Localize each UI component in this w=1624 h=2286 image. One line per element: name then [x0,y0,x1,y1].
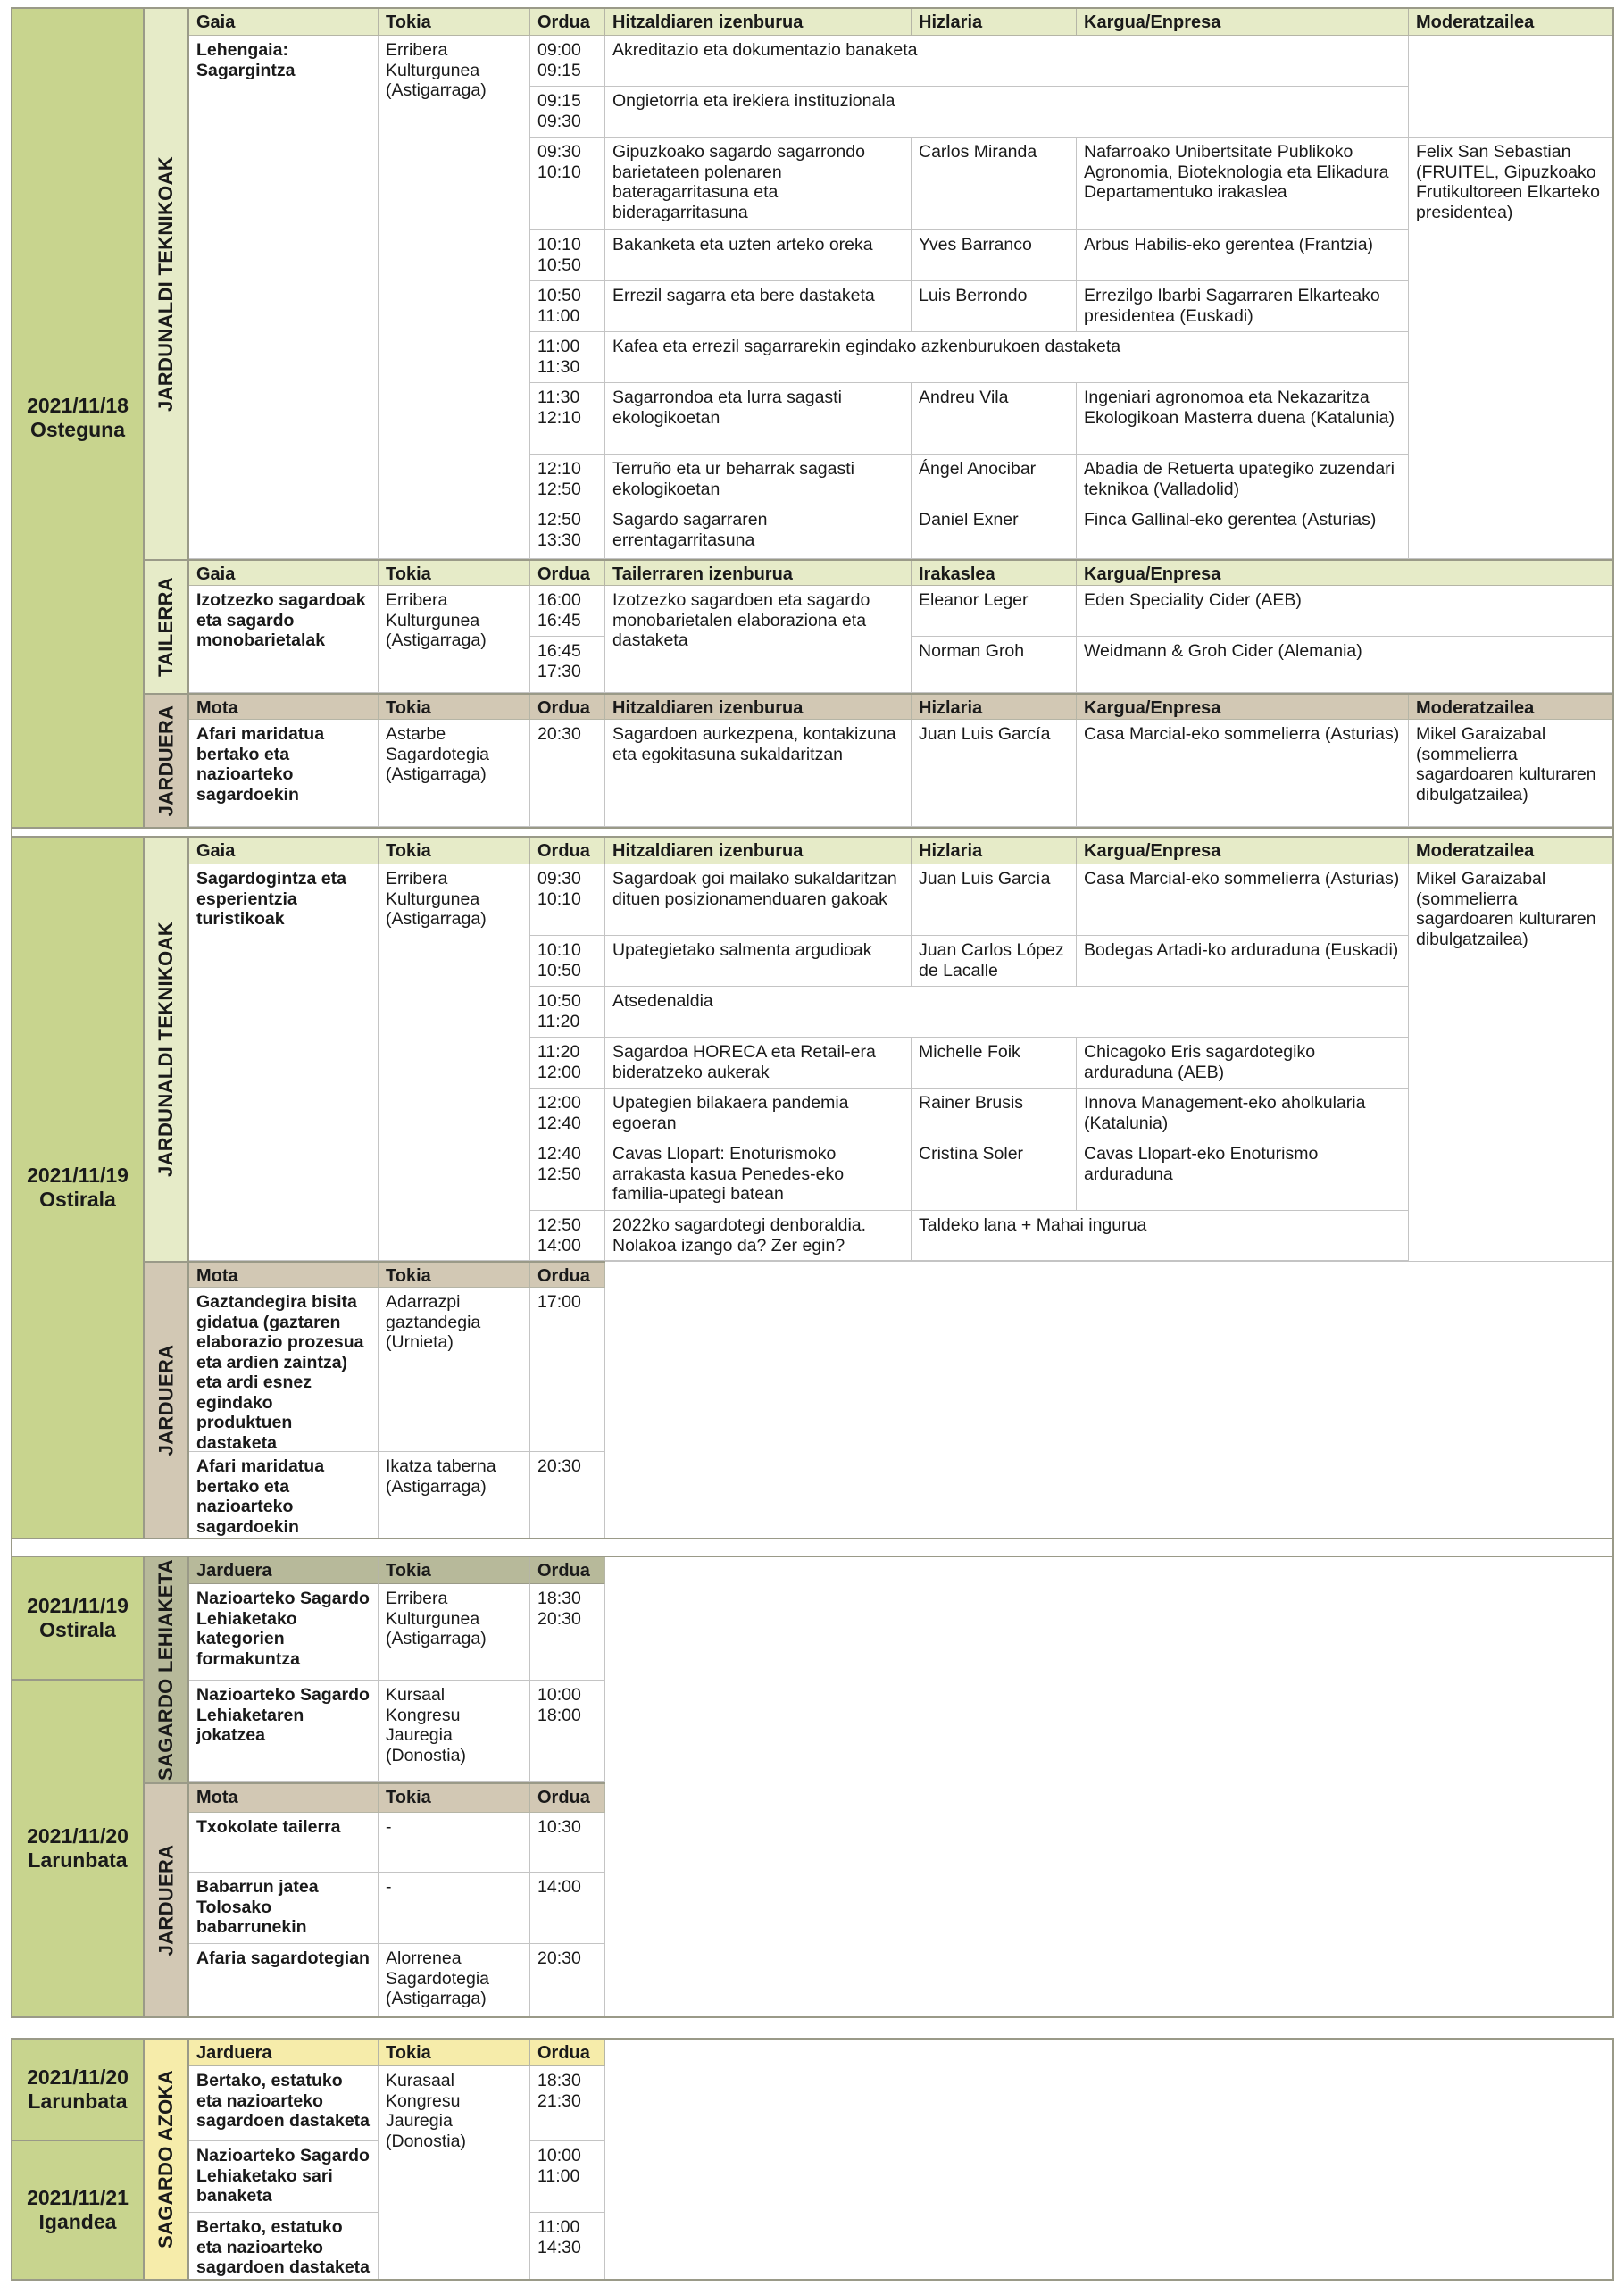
row-time: 12:00 12:40 [530,1089,605,1139]
tailerra-theme: Izotzezko sagardoak eta sagardo monobarietalak [189,586,379,693]
tailerra-time: 16:00 16:45 [530,586,605,637]
day3-date2-text: 2021/11/20 [27,1824,129,1848]
header-ordua: Ordua [530,1557,605,1584]
azoka-type: Bertako, estatuko eta nazioarteko sagardoen dastaketa [189,2213,379,2279]
row-speaker: Rainer Brusis [912,1089,1077,1139]
row-time: 10:50 11:20 [530,987,605,1038]
row-title: Terruño eta ur beharrak sagasti ekologikoetan [605,455,912,505]
row-speaker: Ángel Anocibar [912,455,1077,505]
header-tokia: Tokia [379,1263,530,1288]
day1-tailerra-label: TAILERRA [145,559,189,693]
day2-date [12,838,145,1538]
day1-jarduera-label: JARDUERA [145,693,189,827]
row-time: 09:00 09:15 [530,36,605,87]
header-tokia: Tokia [379,695,530,720]
row-time: 11:20 12:00 [530,1038,605,1089]
row-time: 09:30 10:10 [530,138,605,230]
day3-activity-time: 10:30 [530,1813,605,1873]
jarduera-moderator: Mikel Garaizabal (sommelierra sagardoaren kulturaren dibulgatzailea) [1409,720,1612,827]
day2-place: Erribera Kulturgunea (Astigarraga) [379,864,530,1261]
day2-activity-place: Ikatza taberna (Astigarraga) [379,1452,530,1538]
day4-weekday1: Larunbata [28,2090,128,2113]
tailerra-teacher: Eleanor Leger [912,586,1077,637]
azoka-time: 11:00 14:30 [530,2213,605,2279]
row-time: 10:50 11:00 [530,281,605,332]
lehiaketa-place: Kursaal Kongresu Jauregia (Donostia) [379,1681,530,1782]
day1-weekday: Osteguna [29,418,126,441]
day3-weekday1: Ostirala [39,1618,116,1641]
day2-jt-label: JARDUNALDI TEKNIKOAK [145,838,189,1261]
row-title: 2022ko sagardotegi denboraldia. Nolakoa izango da? Zer egin? [605,1211,912,1261]
day1-date [12,9,145,827]
day4-date1 [12,2040,145,2141]
row-time: 11:00 11:30 [530,332,605,383]
jarduera-time: 20:30 [530,720,605,827]
header-tailerra-izenburua: Tailerraren izenburua [605,561,912,586]
row-org: Finca Gallinal-eko gerentea (Asturias) [1077,505,1409,559]
day3-activity-place: Alorrenea Sagardotegia (Astigarraga) [379,1944,530,2016]
header-hitzaldia: Hitzaldiaren izenburua [605,9,912,36]
header-hizlaria: Hizlaria [912,838,1077,864]
row-time: 12:50 13:30 [530,505,605,559]
day4-date2-text: 2021/11/21 [27,2186,129,2209]
day3-date1-text: 2021/11/19 [27,1594,129,1617]
row-title: Sagardoa HORECA eta Retail-era bideratzeko aukerak [605,1038,912,1089]
header-hitzaldia: Hitzaldiaren izenburua [605,838,912,864]
lehiaketa-type: Nazioarteko Sagardo Lehiaketako kategorien formakuntza [189,1584,379,1681]
jarduera-type: Afari maridatua bertako eta nazioarteko sagardoekin [189,720,379,827]
row-title: Cavas Llopart: Enoturismoko arrakasta kasua Penedes-eko familia-upategi batean [605,1139,912,1211]
jarduera-org: Casa Marcial-eko sommelierra (Asturias) [1077,720,1409,827]
row-time: 09:30 10:10 [530,864,605,936]
row-org: Ingeniari agronomoa eta Nekazaritza Ekologikoan Masterra duena (Katalunia) [1077,383,1409,455]
row-title: Atsedenaldia [605,987,1409,1038]
row-time: 12:50 14:00 [530,1211,605,1261]
day4-weekday2: Igandea [38,2210,117,2233]
row-title: Sagardoak goi mailako sukaldaritzan dituen posizionamenduaren gakoak [605,864,912,936]
row-org: Arbus Habilis-eko gerentea (Frantzia) [1077,230,1409,281]
row-org: Errezilgo Ibarbi Sagarraren Elkarteako presidentea (Euskadi) [1077,281,1409,332]
row-speaker: Daniel Exner [912,505,1077,559]
row-org: Chicagoko Eris sagardotegiko arduraduna (AEB) [1077,1038,1409,1089]
day3-lehiaketa-label: SAGARDO LEHIAKETA [145,1557,189,1782]
day1-place: Erribera Kulturgunea (Astigarraga) [379,36,530,559]
day3-activity-place: - [379,1873,530,1944]
header-mota: Mota [189,1263,379,1288]
row-speaker: Michelle Foik [912,1038,1077,1089]
tailerra-org: Eden Speciality Cider (AEB) [1077,586,1612,637]
header-kargua: Kargua/Enpresa [1084,564,1221,584]
block-day3 [11,1538,1614,1557]
lehiaketa-place: Erribera Kulturgunea (Astigarraga) [379,1584,530,1681]
jarduera-speaker: Juan Luis García [912,720,1077,827]
row-title: Akreditazio eta dokumentazio banaketa [605,36,1409,87]
header-hizlaria: Hizlaria [912,695,1077,720]
row-speaker: Andreu Vila [912,383,1077,455]
header-mota: Mota [189,1784,379,1813]
row-title: Kafea eta errezil sagarrarekin egindako azkenburukoen dastaketa [605,332,1409,383]
row-title: Ongietorria eta irekiera instituzionala [605,87,1409,138]
day3-activity-type: Babarrun jatea Tolosako babarrunekin [189,1873,379,1944]
day3-date1 [12,1557,145,1681]
header-kargua: Kargua/Enpresa [1077,9,1409,36]
row-org: Abadia de Retuerta upategiko zuzendari teknikoa (Valladolid) [1077,455,1409,505]
row-org: Nafarroako Unibertsitate Publikoko Agronomia, Bioteknologia eta Elikadura Departamentuko irakaslea [1077,138,1409,230]
tailerra-place: Erribera Kulturgunea (Astigarraga) [379,586,530,693]
header-ordua: Ordua [530,1263,605,1288]
header-jarduera: Jarduera [189,2040,379,2066]
day2-jarduera-label: JARDUERA [145,1261,189,1538]
day2-date-text: 2021/11/19 [27,1164,129,1187]
row-speaker: Juan Luis García [912,864,1077,936]
day1-date-text: 2021/11/18 [27,394,129,417]
row-title: Bakanketa eta uzten arteko oreka [605,230,912,281]
azoka-time: 10:00 11:00 [530,2141,605,2213]
day2-theme: Sagardogintza eta esperientzia turistikoak [189,864,379,1261]
header-gaia: Gaia [189,9,379,36]
day2-activity-time: 20:30 [530,1452,605,1538]
day1-moderator: Felix San Sebastian (FRUITEL, Gipuzkoako Frutikultoreen Elkarteko presidentea) [1409,138,1612,559]
tailerra-time: 16:45 17:30 [530,637,605,693]
header-tokia: Tokia [379,1784,530,1813]
row-title: Sagarrondoa eta lurra sagasti ekologikoetan [605,383,912,455]
azoka-time: 18:30 21:30 [530,2066,605,2141]
day1-theme: Lehengaia: Sagargintza [189,36,379,559]
header-kargua: Kargua/Enpresa [1077,695,1409,720]
jarduera-place: Astarbe Sagardotegia (Astigarraga) [379,720,530,827]
row-time: 12:10 12:50 [530,455,605,505]
header-irakaslea: Irakaslea [912,561,1077,586]
row-time: 09:15 09:30 [530,87,605,138]
row-speaker: Cristina Soler [912,1139,1077,1211]
row-org: Innova Management-eko aholkularia (Katalunia) [1077,1089,1409,1139]
day4-azoka-label: SAGARDO AZOKA [145,2040,189,2279]
jarduera-title: Sagardoen aurkezpena, kontakizuna eta egokitasuna sukaldaritzan [605,720,912,827]
row-title: Upategien bilakaera pandemia egoeran [605,1089,912,1139]
day2-activity-place: Adarrazpi gaztandegia (Urnieta) [379,1288,530,1452]
day3-weekday2: Larunbata [28,1848,128,1872]
lehiaketa-time: 18:30 20:30 [530,1584,605,1681]
header-ordua: Ordua [530,561,605,586]
header-ordua: Ordua [530,838,605,864]
row-speaker: Luis Berrondo [912,281,1077,332]
day3-activity-time: 20:30 [530,1944,605,2016]
row-time: 11:30 12:10 [530,383,605,455]
tailerra-teacher: Norman Groh [912,637,1077,693]
day3-jarduera-label: JARDUERA [145,1782,189,2016]
day2-activity-type: Afari maridatua bertako eta nazioarteko sagardoekin [189,1452,379,1538]
header-kargua: Kargua/Enpresa [1077,838,1409,864]
row-org: Casa Marcial-eko sommelierra (Asturias) [1077,864,1409,936]
header-mota: Mota [189,695,379,720]
header-tokia: Tokia [379,1557,530,1584]
tailerra-title: Izotzezko sagardoen eta sagardo monobarietalen elaboraziona eta dastaketa [605,586,912,693]
day3-activity-type: Afaria sagardotegian [189,1944,379,2016]
row-speaker: Juan Carlos López de Lacalle [912,936,1077,987]
row-speaker: Yves Barranco [912,230,1077,281]
day4-date2 [12,2141,145,2279]
row-speaker: Carlos Miranda [912,138,1077,230]
header-moderatzailea: Moderatzailea [1416,698,1535,718]
row-title: Upategietako salmenta argudioak [605,936,912,987]
row-org: Cavas Llopart-eko Enoturismo arduraduna [1077,1139,1409,1211]
row-title: Sagardo sagarraren errentagarritasuna [605,505,912,559]
azoka-place: Kurasaal Kongresu Jauregia (Donostia) [379,2066,530,2279]
row-time: 10:10 10:50 [530,936,605,987]
header-ordua: Ordua [530,2040,605,2066]
header-hizlaria: Hizlaria [912,9,1077,36]
lehiaketa-type: Nazioarteko Sagardo Lehiaketaren jokatzea [189,1681,379,1782]
row-time: 10:10 10:50 [530,230,605,281]
day2-activity-time: 17:00 [530,1288,605,1452]
header-tokia: Tokia [379,2040,530,2066]
header-tokia: Tokia [379,9,530,36]
day2-moderator: Mikel Garaizabal (sommelierra sagardoaren kulturaren dibulgatzailea) [1409,864,1612,1261]
header-moderatzailea: Moderatzailea [1416,841,1535,861]
day1-jt-label: JARDUNALDI TEKNIKOAK [145,9,189,559]
day1-moderator-top-spacer [1409,36,1612,138]
row-title: Gipuzkoako sagardo sagarrondo barietateen polenaren bateragarritasuna eta bideragarritasuna [605,138,912,230]
header-gaia: Gaia [189,561,379,586]
row-org: Bodegas Artadi-ko arduraduna (Euskadi) [1077,936,1409,987]
row-speaker: Taldeko lana + Mahai ingurua [912,1211,1409,1261]
day2-jarduera-divider [605,1261,1612,1262]
day3-activity-type: Txokolate tailerra [189,1813,379,1873]
header-moderatzailea: Moderatzailea [1416,13,1535,32]
header-ordua: Ordua [530,1784,605,1813]
day3-activity-time: 14:00 [530,1873,605,1944]
day4-date1-text: 2021/11/20 [27,2065,129,2089]
day3-date2 [12,1681,145,2016]
row-title: Errezil sagarra eta bere dastaketa [605,281,912,332]
tailerra-org: Weidmann & Groh Cider (Alemania) [1077,637,1612,693]
azoka-type: Bertako, estatuko eta nazioarteko sagardoen dastaketa [189,2066,379,2141]
header-ordua: Ordua [530,695,605,720]
day3-activity-place: - [379,1813,530,1873]
header-ordua: Ordua [530,9,605,36]
lehiaketa-time: 10:00 18:00 [530,1681,605,1782]
header-jarduera: Jarduera [189,1557,379,1584]
header-tokia: Tokia [379,838,530,864]
row-time: 12:40 12:50 [530,1139,605,1211]
header-gaia: Gaia [189,838,379,864]
header-hitzaldia: Hitzaldiaren izenburua [605,695,912,720]
azoka-type: Nazioarteko Sagardo Lehiaketako sari banaketa [189,2141,379,2213]
day2-weekday: Ostirala [39,1188,116,1211]
day2-activity-type: Gaztandegira bisita gidatua (gaztaren elaborazio prozesua eta ardien zaintza) eta ardi esnez egindako produktuen dastaketa [189,1288,379,1452]
header-tokia: Tokia [379,561,530,586]
